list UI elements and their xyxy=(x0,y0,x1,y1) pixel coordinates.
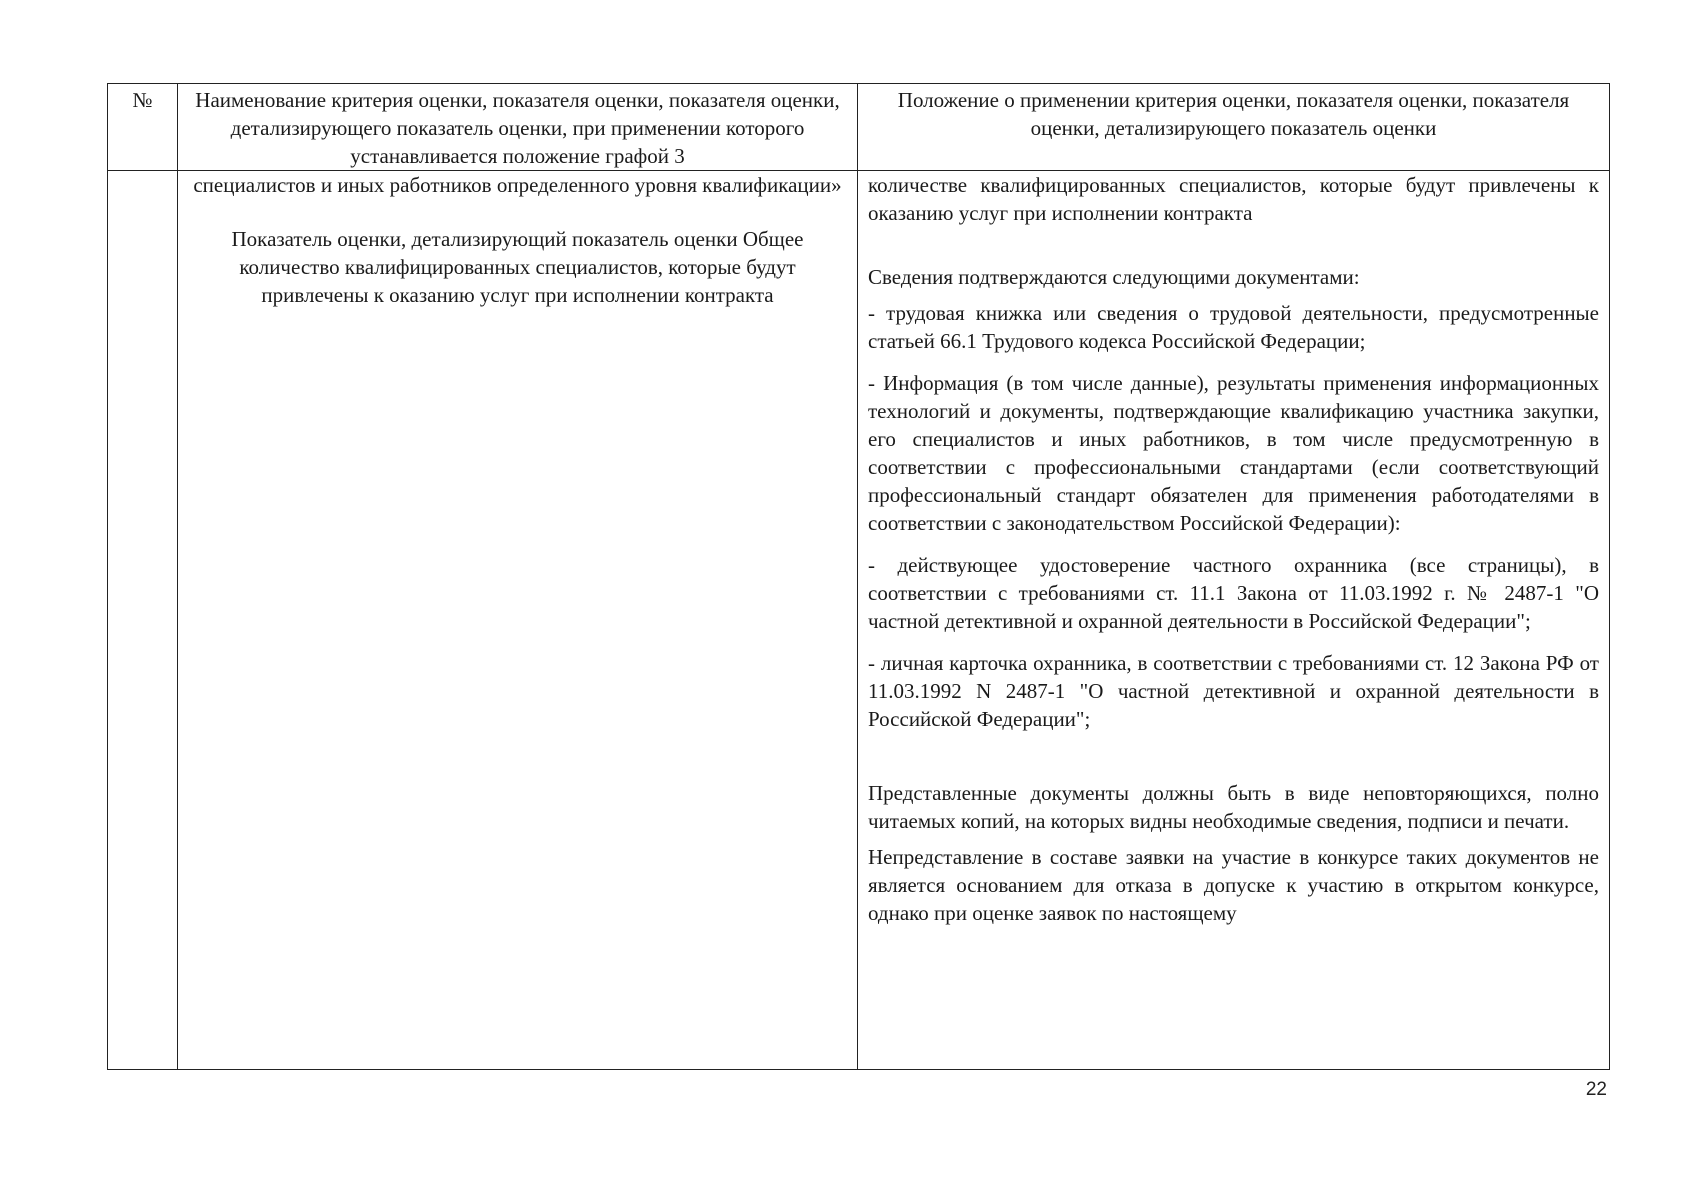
row-number-cell xyxy=(108,171,178,1070)
page-number: 22 xyxy=(1585,1079,1607,1100)
rule-continuation-text: количестве квалифицированных специалистов, которые будут привлечены к оказанию услуг при исполнении контракта xyxy=(868,173,1599,225)
header-application-rule-cell: Положение о применении критерия оценки, показателя оценки, показателя оценки, детализирующего показатель оценки xyxy=(858,84,1610,171)
rule-documents-intro: Сведения подтверждаются следующими документами: xyxy=(868,265,1360,289)
rule-copies-requirement: Представленные документы должны быть в виде неповторяющихся, полно читаемых копий, на которых видны необходимые сведения, подписи и печати. xyxy=(868,781,1599,833)
row-application-rule-cell xyxy=(858,171,1610,1070)
table-row xyxy=(108,171,1610,1070)
row-criterion-name-cell xyxy=(178,171,858,1070)
criterion-name-continuation: специалистов и иных работников определенного уровня квалификации» xyxy=(193,173,842,197)
rule-document-item-3: - действующее удостоверение частного охранника (все страницы), в соответствии с требованиями ст. 11.1 Закона от 11.03.1992 г. № 2487-1 "О частной детективной и охранной деятельности в Российской Федерации"; xyxy=(868,553,1599,633)
header-number-cell: № xyxy=(108,84,178,171)
criteria-table xyxy=(107,83,1610,1070)
criterion-indicator-text: Показатель оценки, детализирующий показатель оценки Общее количество квалифицированных специалистов, которые будут привлечены к оказанию услуг при исполнении контракта xyxy=(231,227,804,307)
rule-nonsubmission-text: Непредставление в составе заявки на участие в конкурсе таких документов не является основанием для отказа в допуске к участию в открытом конкурсе, однако при оценке заявок по настоящему xyxy=(868,845,1599,925)
rule-document-item-4: - личная карточка охранника, в соответствии с требованиями ст. 12 Закона РФ от 11.03.1992 N 2487-1 "О частной детективной и охранной деятельности в Российской Федерации"; xyxy=(868,651,1599,731)
rule-document-item-1: - трудовая книжка или сведения о трудовой деятельности, предусмотренные статьей 66.1 Трудового кодекса Российской Федерации; xyxy=(868,301,1599,353)
rule-document-item-2: - Информация (в том числе данные), результаты применения информационных технологий и документы, подтверждающие квалификацию участника закупки, его специалистов и иных работников, в том числе предусмотренную в соответствии с профессиональными стандартами (если соответствующий профессиональный стандарт обязателен для применения работодателями в соответствии с законодательством Российской Федерации): xyxy=(868,371,1599,535)
table-header-row xyxy=(108,84,1610,171)
header-criterion-name-cell: Наименование критерия оценки, показателя оценки, показателя оценки, детализирующего показатель оценки, при применении которого устанавливается положение графой 3 xyxy=(178,84,858,171)
